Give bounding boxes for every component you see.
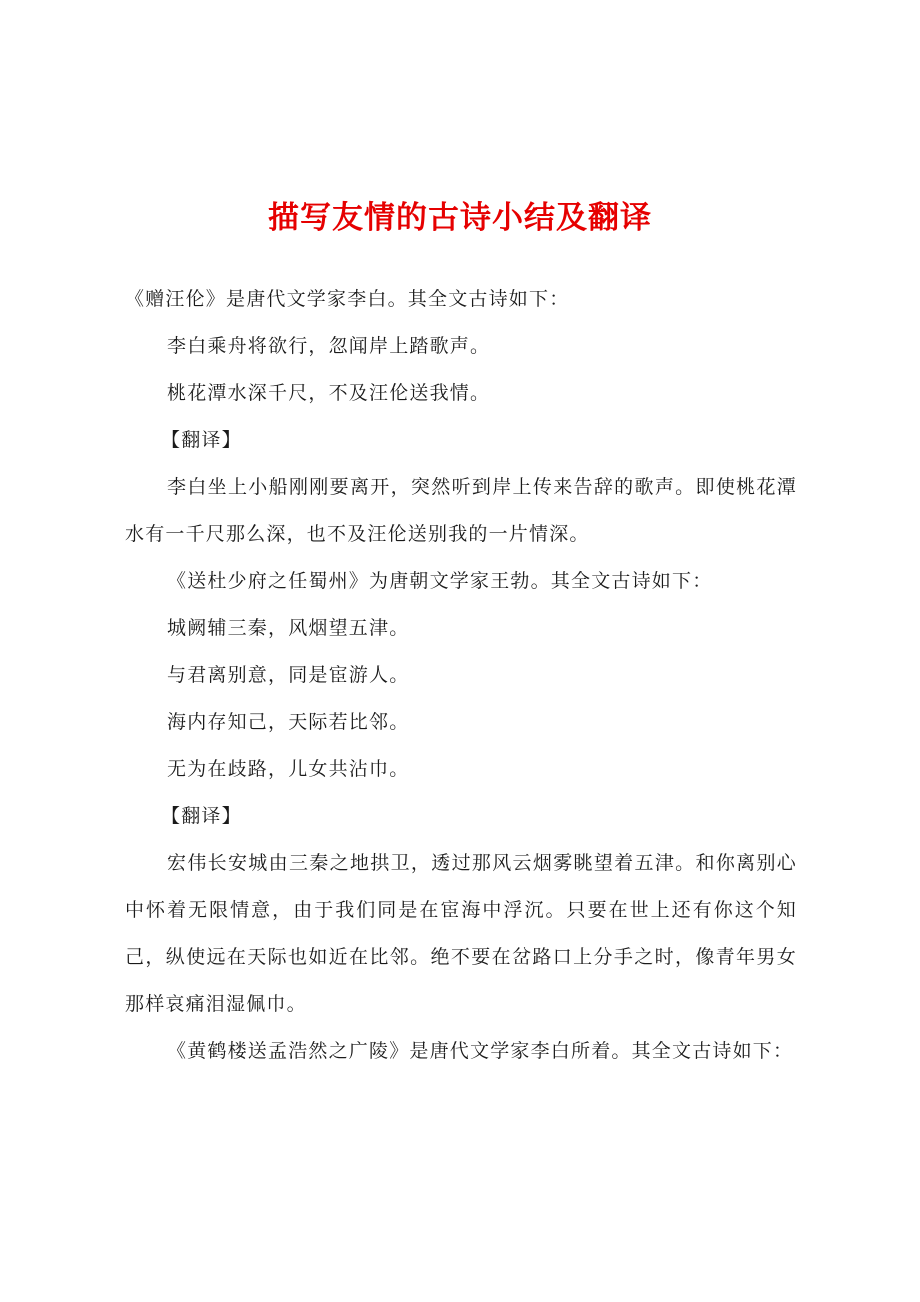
translation-heading: 【翻译】 (161, 805, 242, 827)
paragraph-intro-song-du-shaofu: 《送杜少府之任蜀州》为唐朝文学家王勃。其全文古诗如下： (167, 570, 713, 592)
poem-line: 桃花潭水深千尺，不及汪伦送我情。 (167, 382, 491, 404)
translation-heading: 【翻译】 (161, 429, 242, 451)
paragraph-intro-zeng-wang-lun: 《赠汪伦》是唐代文学家李白。其全文古诗如下： (125, 288, 570, 310)
poem-line: 城阙辅三秦，风烟望五津。 (167, 617, 410, 639)
poem-line: 无为在歧路，儿女共沾巾。 (167, 758, 410, 780)
poem-line: 与君离别意，同是宦游人。 (167, 664, 410, 686)
poem-line: 海内存知己，天际若比邻。 (167, 711, 410, 733)
document-body (125, 276, 797, 1075)
translation-paragraph: 宏伟长安城由三秦之地拱卫，透过那风云烟雾眺望着五津。和你离别心中怀着无限情意，由于我们同是在宦海中浮沉。只要在世上还有你这个知己，纵使远在天际也如近在比邻。绝不要在岔路口上分手之时，像青年男女那样哀痛泪湿佩巾。 (125, 852, 797, 1015)
translation-paragraph: 李白坐上小船刚刚要离开，突然听到岸上传来告辞的歌声。即使桃花潭水有一千尺那么深，也不及汪伦送别我的一片情深。 (125, 476, 797, 545)
document-title: 描写友情的古诗小结及翻译 (268, 200, 652, 236)
poem-line: 李白乘舟将欲行，忽闻岸上踏歌声。 (167, 335, 491, 357)
paragraph-intro-huanghelou: 《黄鹤楼送孟浩然之广陵》是唐代文学家李白所着。其全文古诗如下： (167, 1040, 794, 1062)
